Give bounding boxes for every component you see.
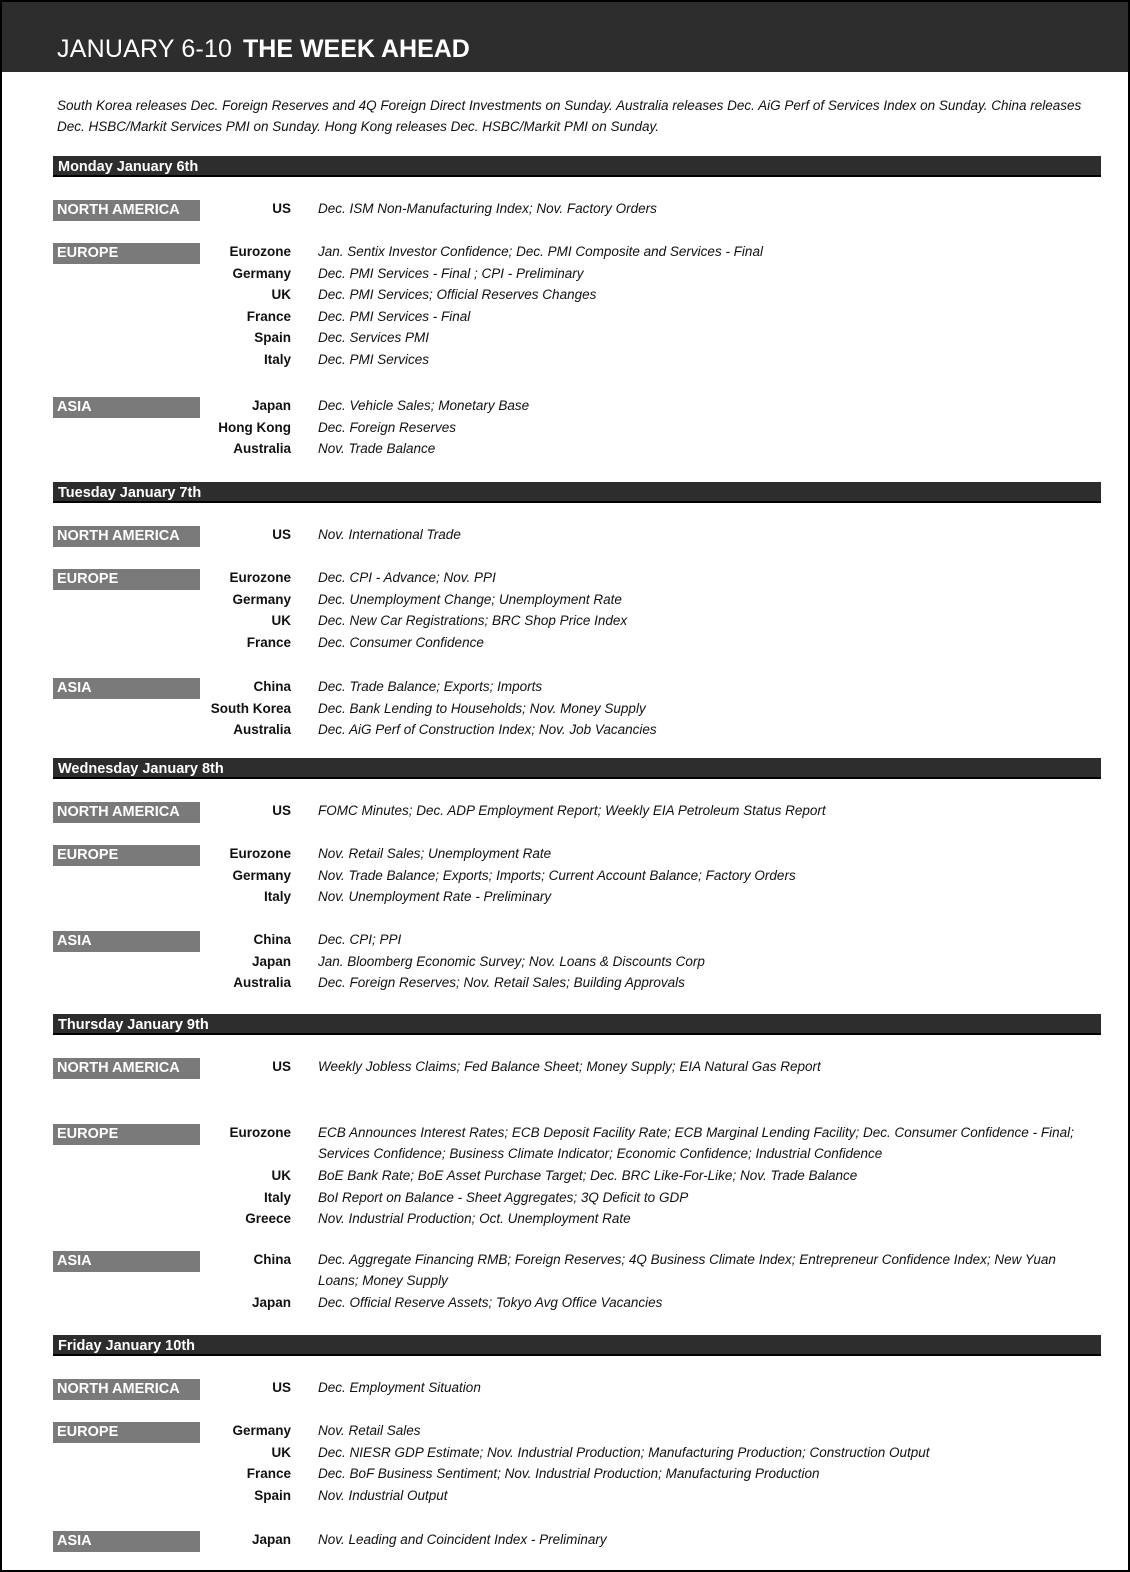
event-list: FOMC Minutes; Dec. ADP Employment Report; Weekly EIA Petroleum Status Report xyxy=(318,803,826,818)
country-name: Italy xyxy=(263,352,291,367)
header-title: THE WEEK AHEAD xyxy=(243,35,470,63)
event-list: BoE Bank Rate; BoE Asset Purchase Target; Dec. BRC Like-For-Like; Nov. Trade Balance xyxy=(318,1168,858,1184)
country-name: South Korea xyxy=(210,700,291,716)
region-label: EUROPE xyxy=(53,845,200,866)
event-list: Dec. Aggregate Financing RMB; Foreign Reserves; 4Q Business Climate Index; Entrepreneur Confidence Index; New Yuan Loans; Money Supply xyxy=(318,1252,1056,1288)
region-label: ASIA xyxy=(53,678,200,699)
event-list: Nov. Retail Sales xyxy=(318,1423,421,1438)
day-header: Wednesday January 8th xyxy=(53,758,1101,779)
event-list: Jan. Sentix Investor Confidence; Dec. PMI Composite and Services - Final xyxy=(318,244,763,259)
event-list: Nov. Trade Balance; Exports; Imports; Current Account Balance; Factory Orders xyxy=(318,867,796,883)
region-label: EUROPE xyxy=(53,1124,200,1145)
event-list: Dec. Official Reserve Assets; Tokyo Avg Office Vacancies xyxy=(318,1295,663,1311)
country-name: Eurozone xyxy=(229,570,291,585)
region-label: NORTH AMERICA xyxy=(53,802,200,823)
country-name: Japan xyxy=(251,398,291,413)
country-name: US xyxy=(272,1059,291,1074)
country-name: France xyxy=(246,1466,291,1482)
event-list: Dec. Employment Situation xyxy=(318,1380,481,1395)
country-name: Eurozone xyxy=(229,1125,291,1140)
country-name: Germany xyxy=(232,1423,291,1438)
country-name: UK xyxy=(271,1444,291,1460)
country-name: Hong Kong xyxy=(218,419,291,435)
day-header: Thursday January 9th xyxy=(53,1014,1101,1035)
country-name: France xyxy=(246,634,291,650)
intro-paragraph: South Korea releases Dec. Foreign Reserves and 4Q Foreign Direct Investments on Sunday. Australia releases Dec. AiG Perf of Services Index on Sunday. China releases Dec. HSBC/Markit Services PMI on Sunday. Hong Kong releases Dec. HSBC/Markit PMI on Sunday. xyxy=(57,98,1082,134)
event-list: Dec. Unemployment Change; Unemployment Rate xyxy=(318,591,622,607)
event-list: Dec. PMI Services; Official Reserves Changes xyxy=(318,287,597,303)
event-list: Jan. Bloomberg Economic Survey; Nov. Loans & Discounts Corp xyxy=(318,953,705,969)
region-label: ASIA xyxy=(53,397,200,418)
event-list: Dec. Vehicle Sales; Monetary Base xyxy=(318,398,530,413)
region-label: EUROPE xyxy=(53,243,200,264)
country-name: Germany xyxy=(232,591,291,607)
event-list: Dec. Bank Lending to Households; Nov. Money Supply xyxy=(318,700,646,716)
event-list: Dec. CPI; PPI xyxy=(318,932,402,947)
country-name: US xyxy=(272,1380,291,1395)
country-name: China xyxy=(253,679,291,694)
country-name: Eurozone xyxy=(229,244,291,259)
region-label: NORTH AMERICA xyxy=(53,1058,200,1079)
country-name: US xyxy=(272,201,291,216)
event-list: Dec. CPI - Advance; Nov. PPI xyxy=(318,570,496,585)
page-header xyxy=(2,2,1128,72)
event-list: Dec. PMI Services xyxy=(318,352,430,367)
country-name: Germany xyxy=(232,867,291,883)
event-list: Dec. PMI Services - Final ; CPI - Preliminary xyxy=(318,265,584,281)
region-label: NORTH AMERICA xyxy=(53,200,200,221)
event-list: Dec. Services PMI xyxy=(318,330,430,346)
region-label: NORTH AMERICA xyxy=(53,526,200,547)
event-list: Nov. Trade Balance xyxy=(318,441,436,457)
day-header: Tuesday January 7th xyxy=(53,482,1101,503)
region-label: ASIA xyxy=(53,1531,200,1552)
event-list: Nov. Retail Sales; Unemployment Rate xyxy=(318,846,552,861)
country-name: Italy xyxy=(263,1189,291,1205)
event-list: Dec. NIESR GDP Estimate; Nov. Industrial Production; Manufacturing Production; Construction Output xyxy=(318,1444,930,1460)
event-list: Nov. Industrial Production; Oct. Unemployment Rate xyxy=(318,1211,631,1227)
country-name: Germany xyxy=(232,265,291,281)
country-name: US xyxy=(272,803,291,818)
header-date-range: JANUARY 6-10 xyxy=(57,35,233,63)
event-list: Nov. Leading and Coincident Index - Preliminary xyxy=(318,1532,607,1547)
country-name: Eurozone xyxy=(229,846,291,861)
event-list: Dec. PMI Services - Final xyxy=(318,308,471,324)
country-name: China xyxy=(253,1252,291,1267)
event-list: Dec. Foreign Reserves; Nov. Retail Sales; Building Approvals xyxy=(318,975,685,991)
country-name: Japan xyxy=(251,1295,291,1311)
day-header: Friday January 10th xyxy=(53,1335,1101,1356)
country-name: UK xyxy=(271,613,291,629)
day-header: Monday January 6th xyxy=(53,156,1101,177)
country-name: UK xyxy=(271,287,291,303)
event-list: Weekly Jobless Claims; Fed Balance Sheet; Money Supply; EIA Natural Gas Report xyxy=(318,1059,821,1074)
country-name: Australia xyxy=(233,722,291,738)
country-name: Spain xyxy=(254,330,291,346)
country-name: US xyxy=(272,527,291,542)
country-name: France xyxy=(246,308,291,324)
event-list: ECB Announces Interest Rates; ECB Deposit Facility Rate; ECB Marginal Lending Facility; Dec. Consumer Confidence - Final; Services Confidence; Business Climate Indicator; Economic Confidence; Industrial Confidence xyxy=(318,1125,1074,1161)
region-label: NORTH AMERICA xyxy=(53,1379,200,1400)
region-label: ASIA xyxy=(53,931,200,952)
region-label: ASIA xyxy=(53,1251,200,1272)
event-list: Dec. Foreign Reserves xyxy=(318,419,457,435)
event-list: Nov. Industrial Output xyxy=(318,1487,448,1503)
event-list: Dec. BoF Business Sentiment; Nov. Industrial Production; Manufacturing Production xyxy=(318,1466,820,1482)
event-list: Dec. Trade Balance; Exports; Imports xyxy=(318,679,543,694)
event-list: Dec. New Car Registrations; BRC Shop Price Index xyxy=(318,613,628,629)
country-name: UK xyxy=(271,1168,291,1184)
country-name: Spain xyxy=(254,1487,291,1503)
country-name: Australia xyxy=(233,441,291,457)
country-name: Italy xyxy=(263,889,291,905)
event-list: Nov. International Trade xyxy=(318,527,461,542)
event-list: Dec. Consumer Confidence xyxy=(318,634,484,650)
region-label: EUROPE xyxy=(53,569,200,590)
event-list: Nov. Unemployment Rate - Preliminary xyxy=(318,889,552,905)
country-name: Japan xyxy=(251,953,291,969)
country-name: Japan xyxy=(251,1532,291,1547)
country-name: China xyxy=(253,932,291,947)
country-name: Australia xyxy=(233,975,291,991)
country-name: Greece xyxy=(245,1211,291,1227)
event-list: BoI Report on Balance - Sheet Aggregates; 3Q Deficit to GDP xyxy=(318,1189,689,1205)
region-label: EUROPE xyxy=(53,1422,200,1443)
event-list: Dec. ISM Non-Manufacturing Index; Nov. Factory Orders xyxy=(318,201,657,216)
event-list: Dec. AiG Perf of Construction Index; Nov. Job Vacancies xyxy=(318,722,657,738)
